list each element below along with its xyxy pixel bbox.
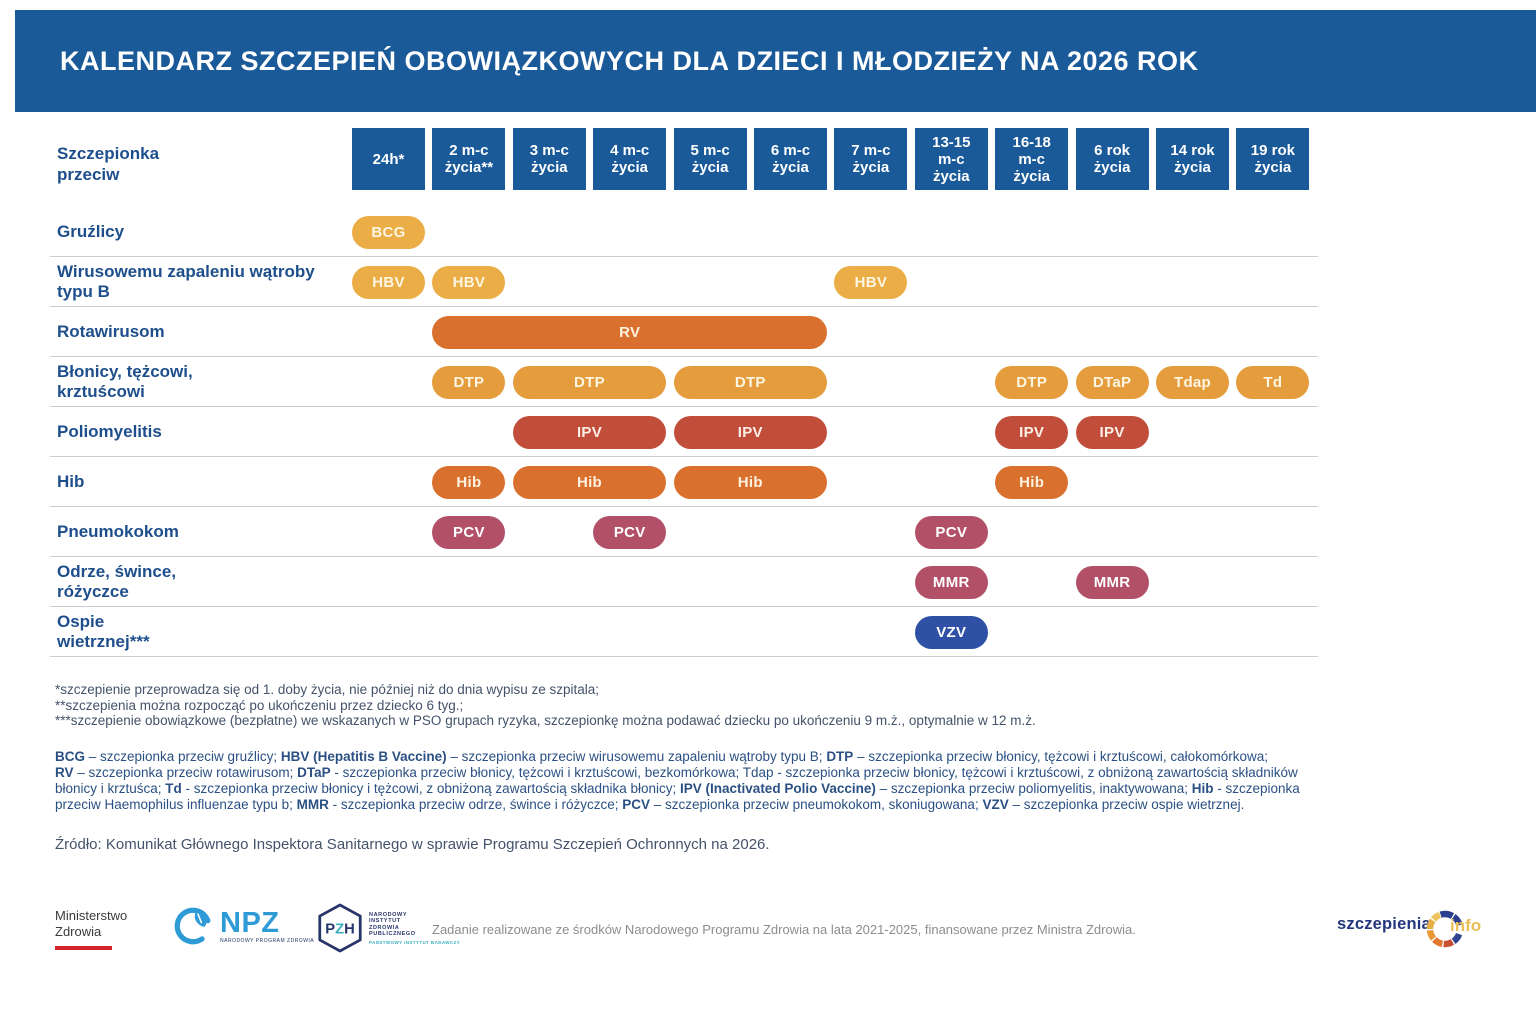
column-header-line: życia	[611, 159, 649, 176]
ministry-of-health-logo	[55, 908, 127, 950]
row-label	[57, 362, 193, 402]
vaccine-row	[0, 307, 1536, 357]
row-label	[57, 422, 162, 442]
column-header-line: m-c	[937, 150, 965, 168]
column-header-2	[432, 128, 505, 190]
pill-dtp: DTP	[995, 366, 1068, 399]
pill-hbv: HBV	[834, 266, 907, 299]
legend-text: – szczepionka przeciw ospie wietrznej.	[1008, 797, 1245, 812]
column-header-5	[674, 128, 747, 190]
column-header-line: 7 m-c	[851, 142, 891, 159]
pill-hib: Hib	[432, 466, 505, 499]
column-header-line: 2 m-c	[449, 142, 489, 159]
corner-label-line1: Szczepionka	[57, 144, 160, 163]
column-header-line: życia	[1093, 159, 1131, 176]
column-header-line: życia**	[444, 159, 494, 176]
column-header-line: 24h*	[372, 150, 405, 168]
column-header-line: 6 m-c	[770, 142, 811, 159]
pill-hib: Hib	[995, 466, 1068, 499]
pill-bcg: BCG	[352, 216, 425, 249]
column-header-line: 3 m-c	[529, 142, 569, 159]
column-header-line: życia	[1254, 159, 1292, 176]
footnote: ***szczepienie obowiązkowe (bezpłatne) we wskazanych w PSO grupach ryzyka, szczepionkę można podawać dziecku po ukończeniu 9 m.ż., optymalnie w 12 m.ż.	[55, 713, 1036, 729]
pzh-name-line: NARODOWY	[369, 911, 408, 918]
row-label-line: wietrznej***	[57, 632, 150, 651]
row-label-line: Ospie	[57, 612, 105, 631]
column-header-line: 13-15	[932, 133, 971, 151]
column-header-line: życia	[1174, 159, 1211, 176]
vaccine-row	[0, 557, 1536, 607]
legend-text: – szczepionka przeciw gruźlicy;	[85, 749, 281, 764]
corner-label-line2: przeciw	[57, 165, 120, 184]
column-header-line: m-c	[1018, 150, 1046, 168]
legend-text: – szczepionka przeciw błonicy, tężcowi i krztuścowi, całokomórkowa;	[853, 749, 1268, 764]
column-header-3	[513, 128, 586, 190]
pill-pcv: PCV	[432, 516, 505, 549]
pill-vzv: VZV	[915, 616, 988, 649]
pill-hbv: HBV	[432, 266, 505, 299]
column-header-6	[754, 128, 827, 190]
row-label-line: Gruźlicy	[57, 222, 125, 241]
title-bar	[15, 10, 1536, 112]
vaccine-row	[0, 407, 1536, 457]
column-header-10	[1076, 128, 1149, 190]
pill-hib: Hib	[674, 466, 827, 499]
column-header-line: 19 rok	[1250, 142, 1295, 159]
npz-circle-icon	[172, 905, 214, 947]
legend-abbreviation: RV	[55, 765, 74, 780]
legend-line	[55, 781, 1300, 797]
pzh-hexagon-icon	[317, 903, 363, 953]
corner-label	[57, 143, 159, 185]
pill-ipv: IPV	[1076, 416, 1149, 449]
pzh-subtitle: PAŃSTWOWY INSTYTUT BADAWCZY	[369, 939, 461, 945]
column-header-9	[995, 128, 1068, 190]
pill-dtp: DTP	[513, 366, 666, 399]
footnotes	[55, 682, 1036, 729]
row-label-line: krztuścowi	[57, 382, 145, 401]
column-header-line: życia	[932, 167, 970, 185]
pill-ipv: IPV	[513, 416, 666, 449]
column-header-line: życia	[852, 159, 890, 176]
row-label-line: Poliomyelitis	[57, 422, 162, 441]
legend-abbreviation: MMR	[296, 797, 329, 812]
ministry-name-line1: Ministerstwo	[55, 908, 128, 923]
column-header-line: 4 m-c	[610, 142, 650, 159]
row-label	[57, 522, 179, 542]
column-header-11	[1156, 128, 1229, 190]
pill-dtp: DTP	[432, 366, 505, 399]
svg-text:PZH: PZH	[325, 921, 355, 938]
legend-text: przeciw Haemophilus influenzae typu b;	[55, 797, 297, 812]
pill-td: Td	[1236, 366, 1309, 399]
column-header-7	[834, 128, 907, 190]
column-header-line: 14 rok	[1170, 142, 1215, 159]
row-label-line: Odrze, śwince,	[57, 562, 177, 581]
row-separator	[50, 656, 1318, 657]
footnote: *szczepienie przeprowadza się od 1. doby życia, nie później niż do dnia wypisu ze szpitala;	[55, 682, 600, 697]
column-header-line: 6 rok	[1094, 142, 1131, 159]
ministry-name-line2: Zdrowia	[55, 924, 102, 939]
pill-mmr: MMR	[915, 566, 988, 599]
legend-abbreviation: DTP	[826, 749, 854, 764]
column-header-12	[1236, 128, 1309, 190]
pill-ipv: IPV	[674, 416, 827, 449]
row-label-line: Wirusowemu zapaleniu wątroby	[57, 262, 315, 281]
vaccine-row	[0, 607, 1536, 657]
row-label-line: Błonicy, tężcowi,	[57, 362, 193, 381]
legend-text: błonicy i krztuśca;	[55, 781, 166, 796]
row-label	[57, 222, 124, 242]
pill-rv: RV	[432, 316, 827, 349]
column-header-line: 16-18	[1012, 133, 1051, 151]
column-header-line: życia	[691, 159, 729, 176]
column-header-line: 5 m-c	[690, 142, 730, 159]
legend-line	[55, 765, 1300, 781]
row-label-line: Hib	[57, 472, 85, 491]
legend-text: - szczepionka przeciw błonicy, tężcowi i krztuścowi, bezkomórkowa; Tdap - szczepionka przeciw błonicy, tężcowi i krztuścowi, z obniżoną zawartością składników	[330, 765, 1298, 780]
pzh-name-line: INSTYTUT	[369, 918, 401, 924]
pill-hib: Hib	[513, 466, 666, 499]
legend-paragraph	[55, 749, 1300, 813]
row-label	[57, 322, 165, 342]
row-label	[57, 562, 176, 602]
column-header-1	[352, 128, 425, 190]
szczepienia-info-logo	[1337, 915, 1482, 955]
pill-pcv: PCV	[915, 516, 988, 549]
npz-wordmark: NPZ	[220, 906, 280, 939]
funding-note: Zadanie realizowane ze środków Narodowego Programu Zdrowia na lata 2021-2025, finansowane przez Ministra Zdrowia.	[432, 922, 1136, 937]
column-header-line: życia	[772, 159, 809, 176]
pill-dtap: DTaP	[1076, 366, 1149, 399]
pill-dtp: DTP	[674, 366, 827, 399]
pill-pcv: PCV	[593, 516, 666, 549]
source-line: Źródło: Komunikat Głównego Inspektora Sanitarnego w sprawie Programu Szczepień Ochronnych na 2026.	[55, 836, 770, 853]
legend-abbreviation: Hib	[1191, 781, 1214, 796]
legend-abbreviation: Td	[165, 781, 182, 796]
npz-logo	[172, 905, 314, 947]
row-label-line: różyczce	[57, 582, 129, 601]
legend-text: – szczepionka przeciw wirusowemu zapaleniu wątroby typu B;	[446, 749, 827, 764]
pzh-name-line: PUBLICZNEGO	[369, 931, 416, 937]
pill-ipv: IPV	[995, 416, 1068, 449]
vaccine-row	[0, 357, 1536, 407]
pzh-name-line: ZDROWIA	[369, 924, 400, 931]
legend-text: - szczepionka przeciw błonicy i tężcowi, z obniżoną zawartością składnika błonicy;	[181, 781, 681, 796]
column-header-8	[915, 128, 988, 190]
szczepienia-wordmark: szczepienia	[1337, 915, 1431, 933]
legend-text: - szczepionka	[1213, 781, 1300, 796]
pill-mmr: MMR	[1076, 566, 1149, 599]
row-label-line: Rotawirusom	[57, 322, 165, 341]
legend-line	[55, 749, 1300, 765]
legend-abbreviation: IPV (Inactivated Polio Vaccine)	[680, 781, 876, 796]
npz-caption: NARODOWY PROGRAM ZDROWIA	[220, 937, 315, 944]
legend-abbreviation: PCV	[622, 797, 651, 812]
legend-abbreviation: HBV (Hepatitis B Vaccine)	[280, 749, 447, 764]
vaccine-row	[0, 457, 1536, 507]
pill-tdap: Tdap	[1156, 366, 1229, 399]
column-header-line: życia	[1013, 167, 1051, 185]
row-label-line: typu B	[57, 282, 110, 301]
column-header-line: życia	[530, 159, 568, 176]
vaccine-row	[0, 257, 1536, 307]
column-header-4	[593, 128, 666, 190]
vaccine-row	[0, 507, 1536, 557]
pill-hbv: HBV	[352, 266, 425, 299]
legend-text: – szczepionka przeciw poliomyelitis, inaktywowana;	[875, 781, 1192, 796]
row-label-line: Pneumokokom	[57, 522, 179, 541]
legend-abbreviation: VZV	[982, 797, 1009, 812]
legend-line	[55, 797, 1300, 813]
ministry-underline	[55, 946, 112, 950]
vaccine-row	[0, 207, 1536, 257]
page-title: KALENDARZ SZCZEPIEŃ OBOWIĄZKOWYCH DLA DZIECI I MŁODZIEŻY NA 2026 ROK	[60, 45, 1199, 76]
legend-abbreviation: DTaP	[297, 765, 331, 780]
legend-text: – szczepionka przeciw pneumokokom, skoniugowana;	[650, 797, 983, 812]
row-label	[57, 612, 150, 652]
row-label	[57, 262, 315, 302]
legend-abbreviation: BCG	[55, 749, 85, 764]
legend-text: – szczepionka przeciw rotawirusom;	[73, 765, 298, 780]
legend-text: - szczepionka przeciw odrze, śwince i różyczce;	[328, 797, 623, 812]
footnote: **szczepienia można rozpocząć po ukończeniu przez dziecko 6 tyg.;	[55, 697, 464, 713]
row-label	[57, 472, 84, 492]
info-wordmark: info	[1450, 916, 1482, 935]
